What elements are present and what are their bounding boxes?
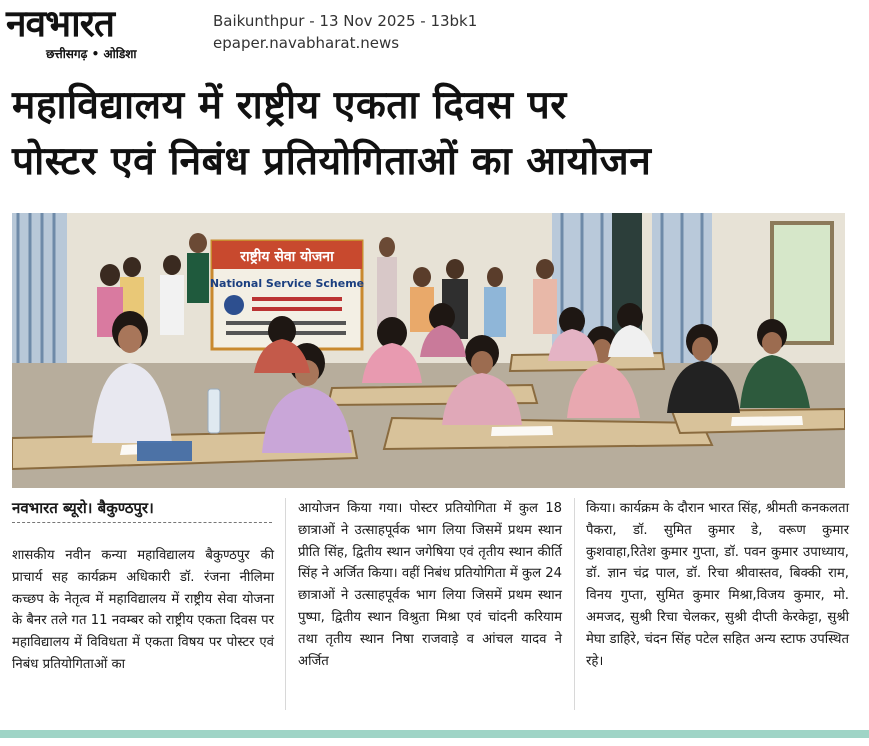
headline	[12, 78, 852, 190]
banner-subtitle: National Service Scheme	[209, 277, 365, 290]
logo-name: नवभारत	[6, 2, 114, 45]
article-column-3: किया। कार्यक्रम के दौरान भारत सिंह, श्रीमती कनकलता पैकरा, डॉ. सुमित कुमार डे, वरूण कुमार कुशवाहा,रितेश कुमार गुप्ता, डॉ. पवन कुमार उपाध्याय, डॉ. ज्ञान चंद्र पाल, डॉ. रिचा श्रीवास्तव, बिक्की राम, विनय गुप्ता, सुमित कुमार मिश्रा,विजय कुमार, मो. अमजद, सुश्री रिचा चेलकर, सुश्री दीप्ती केरकेट्टा, सुश्री मेघा डाहिरे, चंदन सिंह पटेल सहित अन्य स्टाफ उपस्थित रहे।	[586, 501, 849, 669]
column-divider	[574, 498, 575, 710]
article-column-1: शासकीय नवीन कन्या महाविद्यालय बैकुण्ठपुर की प्राचार्य सह कार्यक्रम अधिकारी डॉ. रंजना नीलिमा कच्छप के नेतृत्व में महाविद्यालय में राष्ट्रीय सेवा योजना के बैनर तले गत 11 नवम्बर को राष्ट्रीय एकता दिवस पर महाविद्यालय में विविधता में एकता विषय पर पोस्टर एवं निबंध प्रतियोगिताओं का	[12, 548, 274, 672]
byline-rule	[12, 522, 272, 523]
masthead	[0, 0, 869, 66]
site-url: epaper.navabharat.news	[213, 34, 400, 52]
logo-region: छत्तीसगढ़ • ओडिशा	[46, 47, 137, 61]
article-column-2: आयोजन किया गया। पोस्टर प्रतियोगिता में कुल 18 छात्राओं ने उत्साहपूर्वक भाग लिया जिसमें प्रथम स्थान प्रीति सिंह, द्वितीय स्थान जगेषिया एवं तृतीय स्थान कीर्ति सिंह ने अर्जित किया। वहीं निबंध प्रतियोगिता में कुल 24 छात्राओं ने उत्साहपूर्वक भाग लिया जिसमें प्रथम स्थान पुष्पा, द्वितीय स्थान विश्रुता मिश्रा एवं चांदनी करियाम तथा तृतीय स्थान निषा राजवाड़े व आंचल यादव ने अर्जित	[298, 501, 562, 669]
classroom-photo-illustration	[12, 213, 845, 488]
newspaper-logo	[2, 2, 205, 64]
edition-info	[213, 10, 477, 54]
edition-line: Baikunthpur - 13 Nov 2025 - 13bk1	[213, 12, 478, 30]
banner-title: राष्ट्रीय सेवा योजना	[240, 249, 334, 265]
headline-line-1: महाविद्यालय में राष्ट्रीय एकता दिवस पर	[12, 83, 567, 128]
headline-line-2: पोस्टर एवं निबंध प्रतियोगिताओं का आयोजन	[12, 139, 652, 184]
article-byline: नवभारत ब्यूरो। बैकुण्ठपुर।	[12, 499, 154, 517]
footer-band	[0, 730, 869, 738]
news-photo	[12, 213, 845, 488]
column-divider	[285, 498, 286, 710]
